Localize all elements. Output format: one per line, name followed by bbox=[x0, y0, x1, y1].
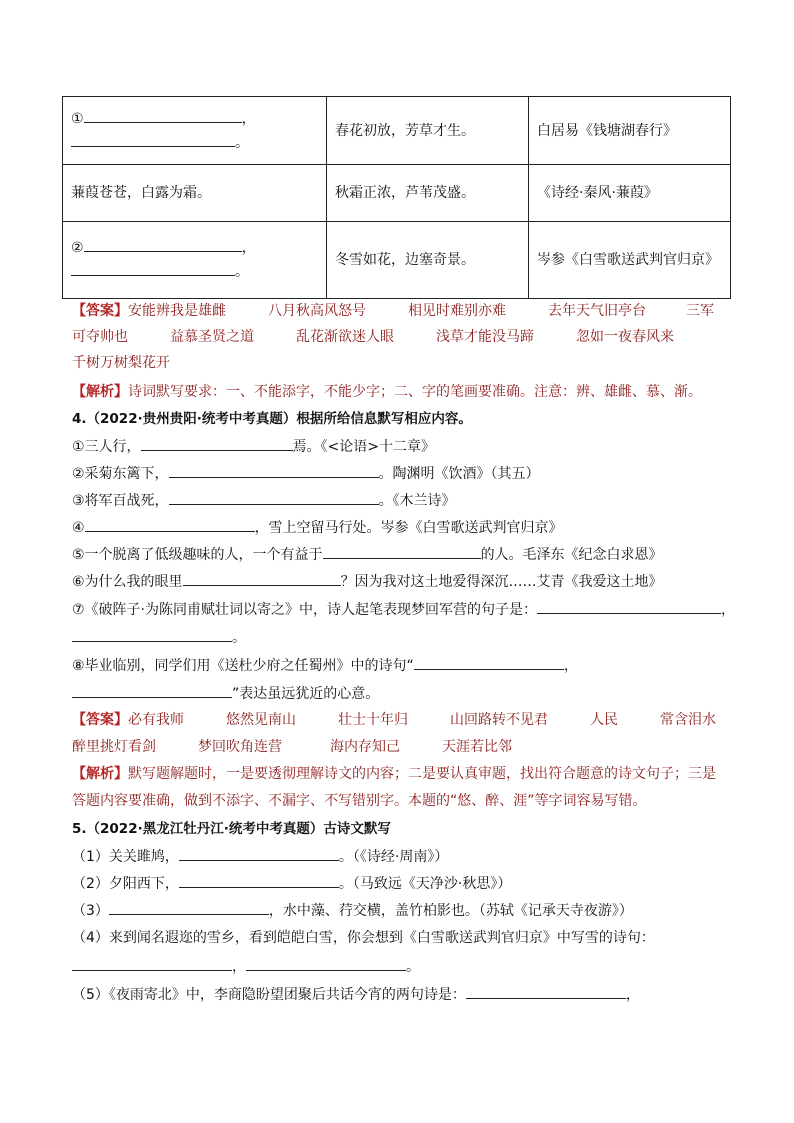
answer-blank[interactable] bbox=[183, 571, 341, 586]
q3-analysis: 【解析】诗词默写要求：一、不能添字，不能少字；二、字的笔画要准确。注意：辨、雄雌、慕、渐。 bbox=[72, 384, 702, 400]
table-cell: 冬雪如花，边塞奇景。 bbox=[327, 222, 529, 299]
answer-blank[interactable] bbox=[141, 436, 293, 451]
q4-item-7-cont: 。 bbox=[72, 627, 730, 648]
q5-item-3: （3） ，水中藻、荇交横，盖竹柏影也。（苏轼《记承天寺夜游》） bbox=[72, 900, 730, 921]
answer-blank[interactable] bbox=[72, 683, 232, 698]
answer-item: 八月秋高风怒号 bbox=[268, 303, 366, 319]
answer-blank[interactable] bbox=[72, 956, 232, 971]
answer-blank[interactable] bbox=[71, 261, 235, 276]
answer-blank[interactable] bbox=[169, 490, 379, 505]
answer-item: 海内存知己 bbox=[330, 739, 400, 755]
q4-item-8-cont: ”表达虽远犹近的心意。 bbox=[72, 683, 730, 704]
table-row bbox=[63, 222, 731, 299]
table-row bbox=[63, 97, 731, 165]
q4-item-7: ⑦《破阵子·为陈同甫赋壮词以寄之》中，诗人起笔表现梦回军营的句子是： ， bbox=[72, 599, 730, 620]
answer-item: 三军 bbox=[686, 303, 714, 319]
answer-item: 去年天气旧亭台 bbox=[548, 303, 646, 319]
answer-blank[interactable] bbox=[71, 132, 235, 147]
q5-item-5: （5）《夜雨寄北》中，李商隐盼望团聚后共话今宵的两句诗是： ， bbox=[72, 984, 730, 1005]
answer-blank[interactable] bbox=[85, 517, 255, 532]
q5-item-1: （1）关关雎鸠， 。（《诗经·周南》） bbox=[72, 846, 730, 867]
answer-item: 梦回吹角连营 bbox=[198, 739, 282, 755]
answer-item: 壮士十年归 bbox=[338, 712, 408, 728]
answer-blank[interactable] bbox=[169, 463, 379, 478]
answer-item: 醉里挑灯看剑 bbox=[72, 739, 156, 755]
answer-blank[interactable] bbox=[109, 900, 269, 915]
answer-label: 【答案】 bbox=[72, 303, 128, 319]
answer-blank[interactable] bbox=[414, 655, 564, 670]
answer-blank[interactable] bbox=[179, 846, 339, 861]
answer-item: 山回路转不见君 bbox=[450, 712, 548, 728]
q4-item-6: ⑥为什么我的眼里 ？因为我对这土地爱得深沉……艾青《我爱这土地》 bbox=[72, 571, 730, 592]
q4-item-8: ⑧毕业临别，同学们用《送杜少府之任蜀州》中的诗句“ ， bbox=[72, 655, 730, 676]
answer-blank[interactable] bbox=[323, 544, 481, 559]
q5-item-4-cont: ， 。 bbox=[72, 956, 730, 977]
table-cell: 蒹葭苍苍，白露为霜。 bbox=[63, 165, 327, 222]
table-cell: 秋霜正浓，芦苇茂盛。 bbox=[327, 165, 529, 222]
answer-item: 千树万树梨花开 bbox=[72, 355, 170, 371]
table-cell: 白居易《钱塘湖春行》 bbox=[529, 97, 731, 165]
q4-item-5: ⑤一个脱离了低级趣味的人，一个有益于 的人。毛泽东《纪念白求恩》 bbox=[72, 544, 730, 565]
table-cell: 《诗经·秦风·蒹葭》 bbox=[529, 165, 731, 222]
q5-title: 5.（2022·黑龙江牡丹江·统考中考真题）古诗文默写 bbox=[72, 821, 391, 837]
answer-item: 乱花渐欲迷人眼 bbox=[296, 329, 394, 345]
q5-item-4: （4）来到闻名遐迩的雪乡，看到皑皑白雪，你会想到《白雪歌送武判官归京》中写雪的诗句： bbox=[72, 930, 655, 946]
q4-item-1: ①三人行， 焉。《<论语>十二章》 bbox=[72, 436, 730, 457]
answer-item: 天涯若比邻 bbox=[442, 739, 512, 755]
answer-blank[interactable] bbox=[246, 956, 406, 971]
q5-item-2: （2）夕阳西下， 。（马致远《天净沙·秋思》） bbox=[72, 873, 730, 894]
answer-blank[interactable] bbox=[537, 599, 721, 614]
answer-item: 相见时难别亦难 bbox=[408, 303, 506, 319]
poetry-table bbox=[62, 96, 731, 299]
answer-item: 悠然见南山 bbox=[226, 712, 296, 728]
table-cell: ① ， 。 bbox=[63, 97, 327, 165]
q4-item-4: ④ ，雪上空留马行处。岑参《白雪歌送武判官归京》 bbox=[72, 517, 730, 538]
q4-analysis-2: 答题内容要准确，做到不添字、不漏字、不写错别字。本题的“悠、醉、涯”等字词容易写错。 bbox=[72, 793, 647, 809]
answer-blank[interactable] bbox=[84, 237, 242, 252]
answer-item: 忽如一夜春风来 bbox=[576, 329, 674, 345]
answer-item: 安能辨我是雄雌 bbox=[128, 303, 226, 319]
answer-blank[interactable] bbox=[72, 627, 232, 642]
answer-blank[interactable] bbox=[466, 984, 626, 999]
table-cell: ② ， 。 bbox=[63, 222, 327, 299]
answer-item: 常含泪水 bbox=[660, 712, 716, 728]
table-cell: 春花初放，芳草才生。 bbox=[327, 97, 529, 165]
q4-item-3: ③将军百战死， 。《木兰诗》 bbox=[72, 490, 730, 511]
q4-item-2: ②采菊东篱下， 。陶渊明《饮酒》（其五） bbox=[72, 463, 730, 484]
answer-item: 人民 bbox=[590, 712, 618, 728]
table-cell: 岑参《白雪歌送武判官归京》 bbox=[529, 222, 731, 299]
answer-item: 必有我师 bbox=[128, 712, 184, 728]
q4-title: 4.（2022·贵州贵阳·统考中考真题）根据所给信息默写相应内容。 bbox=[72, 411, 472, 427]
answer-blank[interactable] bbox=[179, 873, 339, 888]
q4-analysis-1: 【解析】默写题解题时，一是要透彻理解诗文的内容；二是要认真审题，找出符合题意的诗文句子；三是 bbox=[72, 766, 716, 782]
table-row bbox=[63, 165, 731, 222]
answer-label: 【答案】 bbox=[72, 712, 128, 728]
answer-item: 益慕圣贤之道 bbox=[170, 329, 254, 345]
answer-blank[interactable] bbox=[84, 108, 242, 123]
answer-item: 浅草才能没马蹄 bbox=[436, 329, 534, 345]
answer-item: 可夺帅也 bbox=[72, 329, 128, 345]
